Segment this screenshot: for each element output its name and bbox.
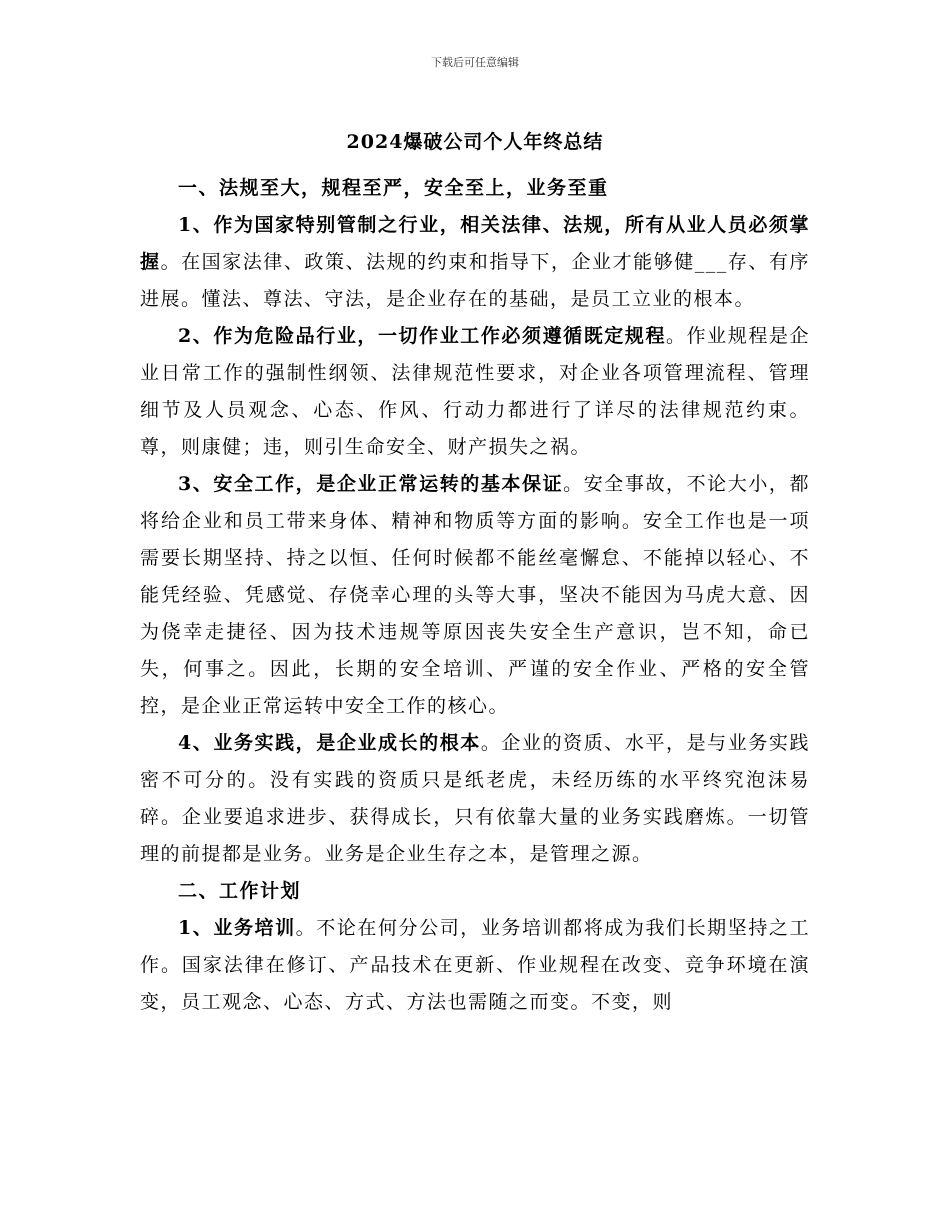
paragraph-1-1 <box>140 207 810 318</box>
paragraph-1-3 <box>140 466 810 725</box>
page-header-note: 下载后可任意编辑 <box>431 56 519 69</box>
paragraph-text: 。在国家法律、政策、法规的约束和指导下，企业才能够健___存、有序进展。懂法、尊法、守法，是企业存在的基础，是员工立业的根本。 <box>140 251 810 310</box>
paragraph-1-2 <box>140 318 810 466</box>
section-heading-1: 一、法规至大，规程至严，安全至上，业务至重 <box>178 177 609 199</box>
paragraph-lead: 4、业务实践，是企业成长的根本 <box>178 732 481 754</box>
paragraph-lead: 3、安全工作，是企业正常运转的基本保证 <box>178 473 564 495</box>
paragraph-lead: 2、作为危险品行业，一切作业工作必须遵循既定规程 <box>178 325 667 347</box>
paragraph-1-4 <box>140 725 810 873</box>
paragraph-text: 。企业的资质、水平，是与业务实践密不可分的。没有实践的资质只是纸老虎，未经历练的水平终究泡沫易碎。企业要追求进步、获得成长，只有依靠大量的业务实践磨炼。一切管理的前提都是业务。业务是企业生存之本，是管理之源。 <box>140 732 810 865</box>
section-heading-2: 二、工作计划 <box>178 880 302 902</box>
paragraph-text: 。安全事故，不论大小，都将给企业和员工带来身体、精神和物质等方面的影响。安全工作也是一项需要长期坚持、持之以恒、任何时候都不能丝毫懈怠、不能掉以轻心、不能凭经验、凭感觉、存侥幸心理的头等大事，坚决不能因为马虎大意、因为侥幸走捷径、因为技术违规等原因丧失安全生产意识，岂不知，命已失，何事之。因此，长期的安全培训、严谨的安全作业、严格的安全管控，是企业正常运转中安全工作的核心。 <box>140 473 810 717</box>
document-title: 2024爆破公司个人年终总结 <box>346 131 604 153</box>
paragraph-text: 。作业规程是企业日常工作的强制性纲领、法律规范性要求，对企业各项管理流程、管理细节及人员观念、心态、作风、行动力都进行了详尽的法律规范约束。尊，则康健；违，则引生命安全、财产损失之祸。 <box>140 325 810 458</box>
paragraph-lead: 1、业务培训 <box>178 917 296 939</box>
paragraph-lead: 1、作为国家特别管制之行业，相关法律、法规，所有从业人员必须掌握 <box>140 214 810 273</box>
paragraph-text: 。不论在何分公司，业务培训都将成为我们长期坚持之工作。国家法律在修订、产品技术在更新、作业规程在改变、竞争环境在演变，员工观念、心态、方式、方法也需随之而变。不变，则 <box>140 917 810 1013</box>
paragraph-2-1 <box>140 910 810 1021</box>
document-body <box>140 170 810 1021</box>
